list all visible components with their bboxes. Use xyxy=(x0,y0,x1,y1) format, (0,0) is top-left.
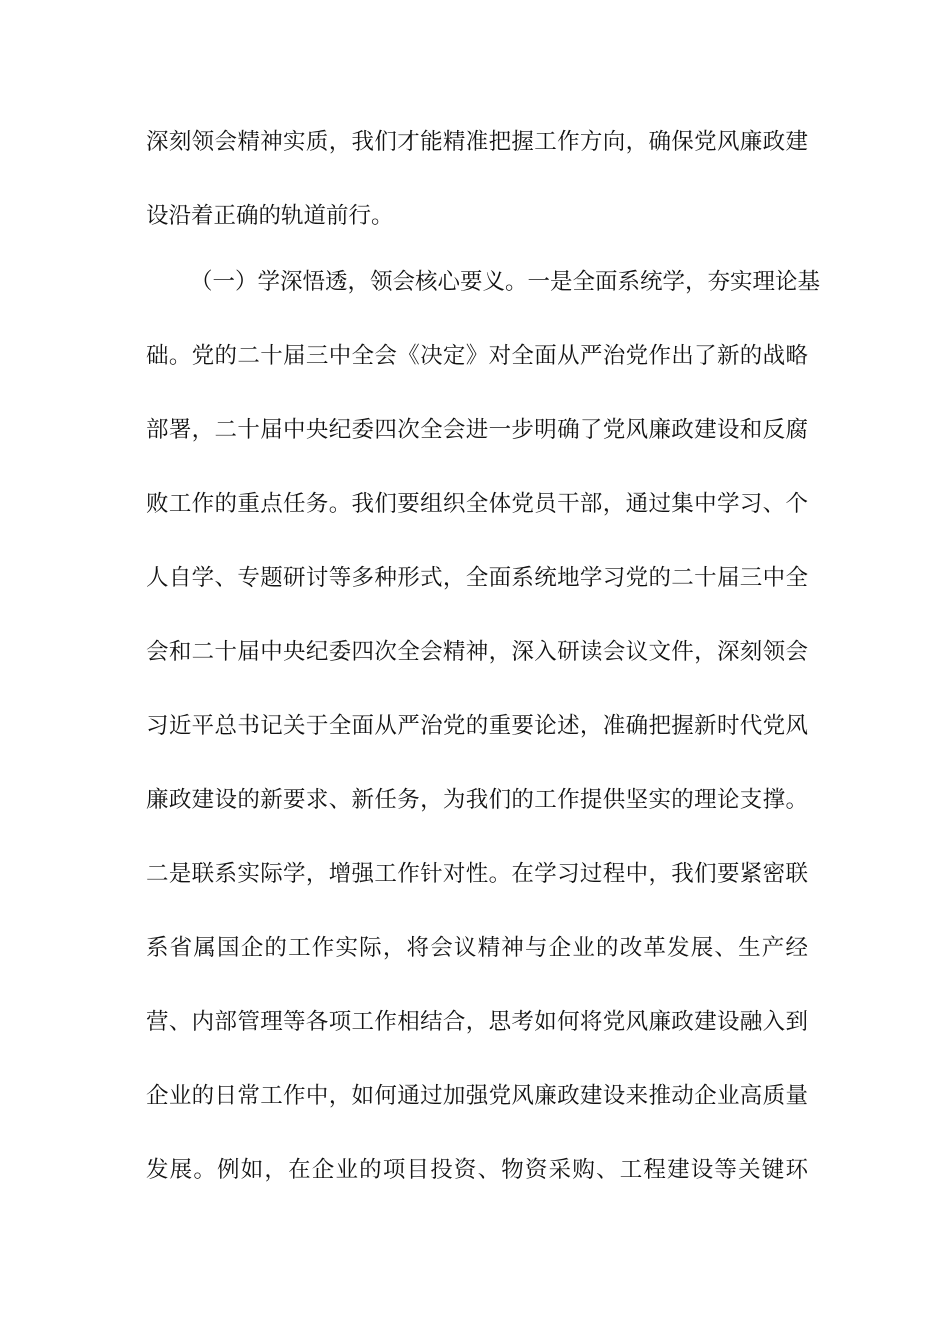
text-line: 发展。例如，在企业的项目投资、物资采购、工程建设等关键环 xyxy=(146,1157,808,1183)
text-line: 深刻领会精神实质，我们才能精准把握工作方向，确保党风廉政建 xyxy=(146,129,808,155)
text-line: 人自学、专题研讨等多种形式，全面系统地学习党的二十届三中全 xyxy=(146,565,808,591)
text-line: 系省属国企的工作实际，将会议精神与企业的改革发展、生产经 xyxy=(146,935,808,961)
text-line: 部署，二十届中央纪委四次全会进一步明确了党风廉政建设和反腐 xyxy=(146,417,808,443)
text-line: 础。党的二十届三中全会《决定》对全面从严治党作出了新的战略 xyxy=(146,343,808,369)
text-line: 二是联系实际学，增强工作针对性。在学习过程中，我们要紧密联 xyxy=(146,861,808,887)
text-line: 败工作的重点任务。我们要组织全体党员干部，通过集中学习、个 xyxy=(146,491,808,517)
paragraph-heading-line: （一）学深悟透，领会核心要义。一是全面系统学，夯实理论基 xyxy=(190,269,821,295)
text-line: 设沿着正确的轨道前行。 xyxy=(146,203,394,229)
text-line: 会和二十届中央纪委四次全会精神，深入研读会议文件，深刻领会 xyxy=(146,639,808,665)
text-line: 营、内部管理等各项工作相结合，思考如何将党风廉政建设融入到 xyxy=(146,1009,808,1035)
text-line: 习近平总书记关于全面从严治党的重要论述，准确把握新时代党风 xyxy=(146,713,808,739)
text-line: 廉政建设的新要求、新任务，为我们的工作提供坚实的理论支撑。 xyxy=(146,787,808,813)
text-line: 企业的日常工作中，如何通过加强党风廉政建设来推动企业高质量 xyxy=(146,1083,808,1109)
